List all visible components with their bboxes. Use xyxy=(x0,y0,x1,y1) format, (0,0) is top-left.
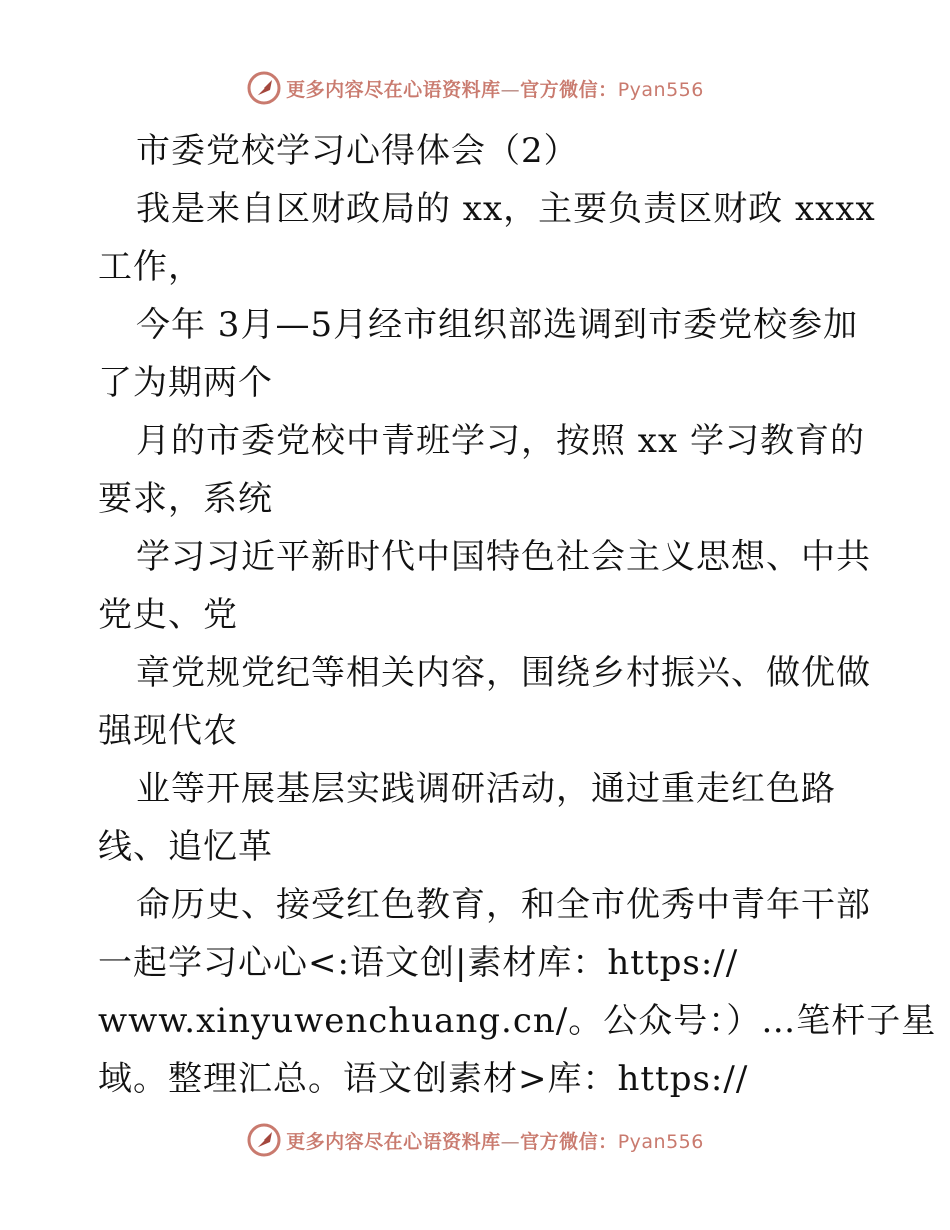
banner-dash: — xyxy=(500,78,521,101)
paragraph-line: 学习习近平新时代中国特色社会主义思想、中共 xyxy=(136,537,871,577)
banner-site-name: 更多内容尽在心语资料库 xyxy=(286,1130,501,1153)
paragraph-line: 强现代农 xyxy=(98,711,238,751)
paragraph-line: 命历史、接受红色教育，和全市优秀中青年干部 xyxy=(136,885,871,925)
banner-text xyxy=(286,1127,704,1154)
banner-text xyxy=(286,75,704,102)
paragraph-line: 线、追忆革 xyxy=(98,827,273,867)
document-title: 市委党校学习心得体会（2） xyxy=(136,131,579,171)
paragraph-line: 域。整理汇总。语文创素材>库：https:// xyxy=(98,1059,749,1099)
paragraph-line: 要求，系统 xyxy=(98,479,273,519)
banner-official-label: 官方微信： xyxy=(520,78,618,101)
banner-wechat-id: Pyan556 xyxy=(617,1130,704,1153)
quill-pen-logo-icon xyxy=(246,1122,282,1158)
paragraph-line: 业等开展基层实践调研活动，通过重走红色路 xyxy=(136,769,836,809)
footer-banner xyxy=(0,1120,950,1160)
paragraph-line: 了为期两个 xyxy=(98,363,273,403)
paragraph-line: 我是来自区财政局的 xx，主要负责区财政 xxxx xyxy=(136,189,876,229)
paragraph-line: 今年 3月—5月经市组织部选调到市委党校参加 xyxy=(136,305,859,345)
banner-dash: — xyxy=(500,1130,521,1153)
paragraph-line: 工作， xyxy=(98,247,203,287)
quill-pen-logo-icon xyxy=(246,70,282,106)
banner-site-name: 更多内容尽在心语资料库 xyxy=(286,78,501,101)
banner-official-label: 官方微信： xyxy=(520,1130,618,1153)
paragraph-line: 一起学习心心<:语文创|素材库：https:// xyxy=(98,943,739,983)
paragraph-line: 党史、党 xyxy=(98,595,238,635)
paragraph-line: www.xinyuwenchuang.cn/。公众号：）…笔杆子星 xyxy=(98,1001,937,1041)
paragraph-line: 月的市委党校中青班学习，按照 xx 学习教育的 xyxy=(136,421,865,461)
header-banner xyxy=(0,68,950,108)
document-body xyxy=(98,122,937,1108)
banner-wechat-id: Pyan556 xyxy=(617,78,704,101)
paragraph-line: 章党规党纪等相关内容，围绕乡村振兴、做优做 xyxy=(136,653,871,693)
